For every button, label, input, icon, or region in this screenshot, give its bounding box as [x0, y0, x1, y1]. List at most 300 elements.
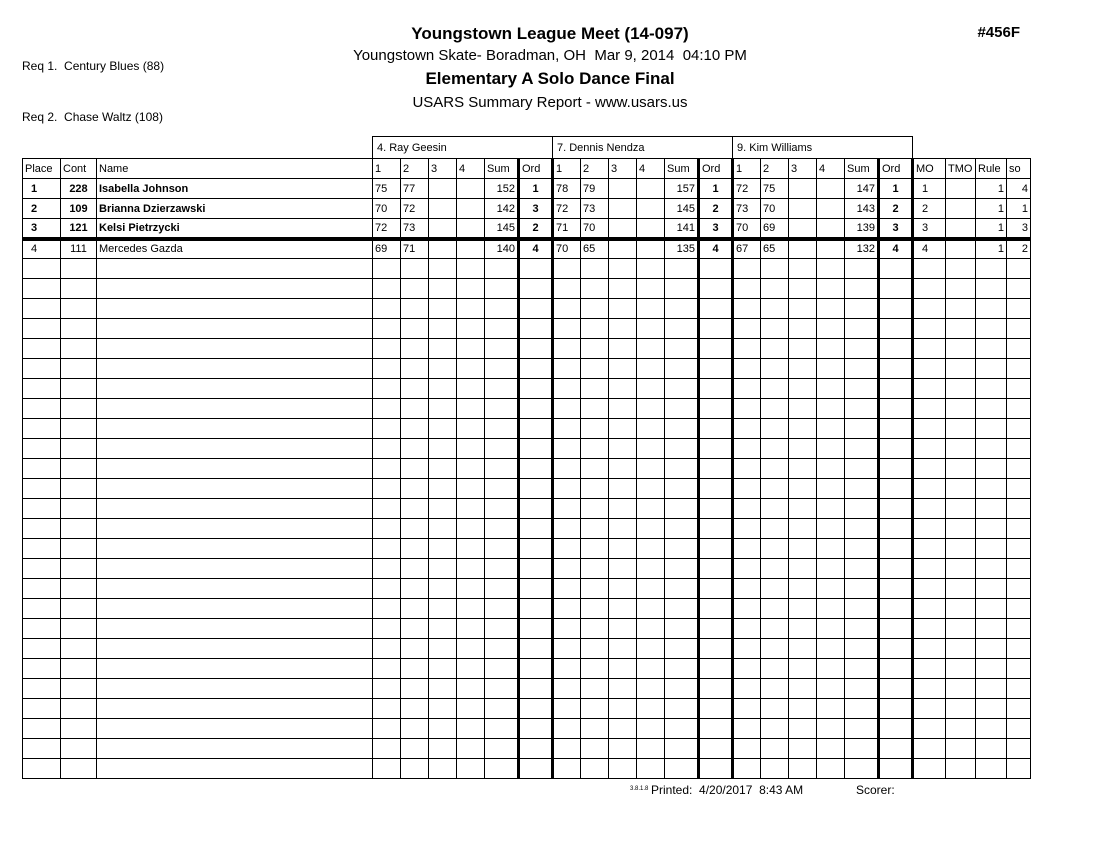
- empty-cell: [457, 639, 485, 659]
- judge1-score3-cell: [429, 199, 457, 219]
- empty-cell: [817, 739, 845, 759]
- empty-row: [23, 459, 1031, 479]
- empty-cell: [761, 399, 789, 419]
- empty-cell: [761, 479, 789, 499]
- empty-cell: [913, 699, 946, 719]
- empty-cell: [429, 419, 457, 439]
- empty-cell: [97, 359, 373, 379]
- empty-cell: [879, 459, 913, 479]
- empty-cell: [845, 679, 879, 699]
- empty-cell: [761, 679, 789, 699]
- empty-cell: [761, 599, 789, 619]
- empty-cell: [23, 759, 61, 779]
- judge3-sum-cell: 147: [845, 179, 879, 199]
- empty-cell: [401, 559, 429, 579]
- empty-cell: [946, 479, 976, 499]
- judge1-score2-cell: 71: [401, 239, 429, 259]
- empty-row: [23, 539, 1031, 559]
- so-cell: 2: [1007, 239, 1031, 259]
- empty-cell: [61, 399, 97, 419]
- empty-cell: [401, 499, 429, 519]
- empty-cell: [879, 319, 913, 339]
- judge2-sum-cell: 145: [665, 199, 699, 219]
- judge1-score2-cell: 73: [401, 219, 429, 239]
- empty-cell: [913, 279, 946, 299]
- judge3-score4-cell: [817, 199, 845, 219]
- empty-cell: [457, 659, 485, 679]
- empty-cell: [879, 259, 913, 279]
- empty-cell: [1007, 339, 1031, 359]
- empty-cell: [946, 499, 976, 519]
- empty-cell: [429, 479, 457, 499]
- empty-cell: [665, 479, 699, 499]
- empty-cell: [845, 759, 879, 779]
- col-header-rule: Rule: [976, 159, 1007, 179]
- req-2-label: Req 2. Chase Waltz (108): [22, 110, 163, 124]
- empty-cell: [609, 579, 637, 599]
- empty-cell: [946, 539, 976, 559]
- empty-cell: [845, 559, 879, 579]
- judge3-ordinal-cell: 3: [879, 219, 913, 239]
- empty-cell: [976, 679, 1007, 699]
- empty-cell: [519, 699, 553, 719]
- empty-cell: [457, 739, 485, 759]
- empty-cell: [457, 539, 485, 559]
- empty-cell: [519, 679, 553, 699]
- empty-cell: [913, 719, 946, 739]
- empty-cell: [97, 599, 373, 619]
- empty-cell: [637, 299, 665, 319]
- empty-cell: [61, 279, 97, 299]
- empty-cell: [401, 379, 429, 399]
- empty-cell: [609, 339, 637, 359]
- empty-cell: [373, 579, 401, 599]
- empty-cell: [913, 379, 946, 399]
- empty-cell: [699, 379, 733, 399]
- empty-cell: [61, 359, 97, 379]
- empty-cell: [519, 579, 553, 599]
- empty-cell: [665, 679, 699, 699]
- empty-cell: [429, 459, 457, 479]
- empty-cell: [761, 699, 789, 719]
- empty-cell: [845, 399, 879, 419]
- empty-cell: [789, 539, 817, 559]
- place-cell: 2: [23, 199, 61, 219]
- empty-cell: [733, 619, 761, 639]
- empty-cell: [373, 379, 401, 399]
- empty-cell: [373, 479, 401, 499]
- empty-cell: [553, 299, 581, 319]
- col-header-judge2-sum: Sum: [665, 159, 699, 179]
- empty-cell: [665, 619, 699, 639]
- empty-cell: [519, 659, 553, 679]
- rule-cell: 1: [976, 179, 1007, 199]
- empty-cell: [789, 519, 817, 539]
- empty-cell: [817, 359, 845, 379]
- empty-cell: [817, 559, 845, 579]
- empty-cell: [637, 559, 665, 579]
- empty-cell: [1007, 459, 1031, 479]
- empty-cell: [23, 619, 61, 639]
- empty-cell: [457, 419, 485, 439]
- contestant-number-cell: 228: [61, 179, 97, 199]
- judge1-score1-cell: 72: [373, 219, 401, 239]
- empty-cell: [23, 679, 61, 699]
- empty-cell: [401, 619, 429, 639]
- so-cell: 1: [1007, 199, 1031, 219]
- col-header-judge3-3: 3: [789, 159, 817, 179]
- empty-cell: [553, 379, 581, 399]
- empty-cell: [97, 379, 373, 399]
- skater-name-cell: Brianna Dzierzawski: [97, 199, 373, 219]
- judge2-score1-cell: 70: [553, 239, 581, 259]
- empty-cell: [61, 259, 97, 279]
- empty-cell: [665, 639, 699, 659]
- empty-row: [23, 679, 1031, 699]
- empty-cell: [699, 279, 733, 299]
- empty-cell: [373, 719, 401, 739]
- tmo-cell: [946, 219, 976, 239]
- empty-cell: [1007, 659, 1031, 679]
- empty-cell: [817, 299, 845, 319]
- empty-cell: [401, 279, 429, 299]
- empty-cell: [789, 459, 817, 479]
- empty-cell: [485, 659, 519, 679]
- empty-cell: [429, 739, 457, 759]
- empty-cell: [429, 599, 457, 619]
- empty-cell: [23, 459, 61, 479]
- empty-cell: [699, 679, 733, 699]
- empty-cell: [485, 739, 519, 759]
- col-header-judge2-2: 2: [581, 159, 609, 179]
- empty-cell: [761, 259, 789, 279]
- empty-cell: [976, 579, 1007, 599]
- empty-cell: [485, 699, 519, 719]
- empty-cell: [553, 259, 581, 279]
- empty-cell: [429, 679, 457, 699]
- empty-cell: [519, 479, 553, 499]
- empty-cell: [23, 499, 61, 519]
- empty-cell: [1007, 479, 1031, 499]
- empty-cell: [519, 719, 553, 739]
- empty-cell: [23, 399, 61, 419]
- mo-cell: 1: [913, 179, 946, 199]
- empty-cell: [23, 339, 61, 359]
- empty-cell: [519, 519, 553, 539]
- empty-cell: [609, 359, 637, 379]
- empty-cell: [946, 519, 976, 539]
- empty-cell: [97, 419, 373, 439]
- empty-cell: [401, 739, 429, 759]
- empty-cell: [817, 419, 845, 439]
- empty-cell: [609, 759, 637, 779]
- empty-cell: [913, 459, 946, 479]
- judge1-score2-cell: 72: [401, 199, 429, 219]
- empty-cell: [373, 259, 401, 279]
- judge2-score3-cell: [609, 219, 637, 239]
- empty-cell: [699, 719, 733, 739]
- empty-cell: [519, 359, 553, 379]
- empty-cell: [519, 619, 553, 639]
- empty-cell: [733, 319, 761, 339]
- empty-cell: [789, 699, 817, 719]
- empty-cell: [733, 739, 761, 759]
- empty-cell: [553, 419, 581, 439]
- empty-cell: [789, 359, 817, 379]
- empty-cell: [401, 319, 429, 339]
- empty-cell: [733, 339, 761, 359]
- empty-cell: [97, 759, 373, 779]
- judge1-score4-cell: [457, 199, 485, 219]
- empty-cell: [553, 399, 581, 419]
- empty-cell: [609, 299, 637, 319]
- empty-cell: [609, 399, 637, 419]
- empty-cell: [733, 259, 761, 279]
- empty-cell: [817, 679, 845, 699]
- empty-cell: [976, 319, 1007, 339]
- empty-cell: [581, 579, 609, 599]
- empty-cell: [553, 479, 581, 499]
- judge2-score3-cell: [609, 179, 637, 199]
- empty-cell: [401, 479, 429, 499]
- empty-cell: [637, 459, 665, 479]
- empty-cell: [879, 699, 913, 719]
- empty-cell: [845, 659, 879, 679]
- judge3-score3-cell: [789, 179, 817, 199]
- empty-cell: [976, 419, 1007, 439]
- empty-cell: [97, 299, 373, 319]
- empty-cell: [581, 759, 609, 779]
- empty-cell: [637, 339, 665, 359]
- empty-cell: [519, 339, 553, 359]
- judge1-score1-cell: 70: [373, 199, 401, 219]
- result-row-place-2: [23, 199, 1031, 219]
- empty-cell: [1007, 279, 1031, 299]
- empty-cell: [485, 279, 519, 299]
- empty-cell: [637, 539, 665, 559]
- empty-cell: [581, 439, 609, 459]
- judge3-score2-cell: 70: [761, 199, 789, 219]
- judge3-score3-cell: [789, 219, 817, 239]
- empty-cell: [637, 759, 665, 779]
- empty-cell: [401, 359, 429, 379]
- empty-cell: [457, 399, 485, 419]
- empty-cell: [609, 419, 637, 439]
- empty-cell: [817, 639, 845, 659]
- col-header-judge3-1: 1: [733, 159, 761, 179]
- col-header-judge2-4: 4: [637, 159, 665, 179]
- col-header-place: Place: [23, 159, 61, 179]
- empty-cell: [429, 439, 457, 459]
- empty-cell: [976, 699, 1007, 719]
- col-header-tmo: TMO: [946, 159, 976, 179]
- empty-cell: [789, 679, 817, 699]
- empty-row: [23, 419, 1031, 439]
- empty-cell: [913, 359, 946, 379]
- empty-cell: [817, 399, 845, 419]
- judge-header-row: [23, 137, 1031, 159]
- empty-cell: [581, 479, 609, 499]
- empty-cell: [519, 439, 553, 459]
- empty-cell: [457, 699, 485, 719]
- empty-cell: [609, 479, 637, 499]
- empty-row: [23, 599, 1031, 619]
- judge2-score3-cell: [609, 239, 637, 259]
- empty-cell: [946, 399, 976, 419]
- empty-cell: [665, 279, 699, 299]
- empty-row: [23, 279, 1031, 299]
- contestant-number-cell: 109: [61, 199, 97, 219]
- empty-cell: [761, 359, 789, 379]
- empty-cell: [1007, 599, 1031, 619]
- empty-cell: [23, 279, 61, 299]
- empty-cell: [1007, 699, 1031, 719]
- report-type-line: USARS Summary Report - www.usars.us: [412, 94, 688, 111]
- empty-cell: [946, 599, 976, 619]
- empty-cell: [879, 599, 913, 619]
- empty-cell: [457, 339, 485, 359]
- empty-row: [23, 719, 1031, 739]
- empty-cell: [519, 499, 553, 519]
- empty-cell: [976, 619, 1007, 639]
- empty-cell: [485, 639, 519, 659]
- empty-cell: [373, 619, 401, 639]
- empty-cell: [61, 719, 97, 739]
- empty-cell: [457, 479, 485, 499]
- empty-cell: [581, 319, 609, 339]
- empty-cell: [913, 339, 946, 359]
- col-header-judge1-1: 1: [373, 159, 401, 179]
- empty-cell: [845, 379, 879, 399]
- place-cell: 3: [23, 219, 61, 239]
- empty-cell: [761, 619, 789, 639]
- judge1-sum-cell: 140: [485, 239, 519, 259]
- empty-cell: [946, 339, 976, 359]
- empty-cell: [519, 739, 553, 759]
- empty-cell: [553, 579, 581, 599]
- empty-cell: [946, 659, 976, 679]
- empty-row: [23, 619, 1031, 639]
- col-header-judge3-ord: Ord: [879, 159, 913, 179]
- empty-cell: [519, 459, 553, 479]
- empty-cell: [946, 299, 976, 319]
- empty-cell: [817, 539, 845, 559]
- empty-cell: [817, 379, 845, 399]
- empty-cell: [789, 259, 817, 279]
- empty-cell: [699, 539, 733, 559]
- empty-cell: [23, 639, 61, 659]
- empty-cell: [401, 639, 429, 659]
- empty-cell: [665, 559, 699, 579]
- empty-cell: [845, 499, 879, 519]
- empty-cell: [699, 619, 733, 639]
- empty-cell: [733, 639, 761, 659]
- empty-cell: [946, 259, 976, 279]
- col-header-judge2-ord: Ord: [699, 159, 733, 179]
- skater-name-cell: Kelsi Pietrzycki: [97, 219, 373, 239]
- empty-cell: [789, 299, 817, 319]
- empty-cell: [913, 659, 946, 679]
- empty-cell: [23, 479, 61, 499]
- empty-cell: [581, 259, 609, 279]
- venue-date-line: Youngstown Skate- Boradman, OH Mar 9, 2014 04:10 PM: [353, 47, 747, 64]
- empty-cell: [761, 459, 789, 479]
- judge2-score4-cell: [637, 239, 665, 259]
- empty-cell: [845, 699, 879, 719]
- empty-cell: [637, 379, 665, 399]
- empty-cell: [609, 539, 637, 559]
- empty-cell: [429, 319, 457, 339]
- empty-cell: [761, 439, 789, 459]
- judge3-ordinal-cell: 2: [879, 199, 913, 219]
- empty-cell: [699, 739, 733, 759]
- empty-cell: [817, 579, 845, 599]
- empty-cell: [581, 599, 609, 619]
- empty-cell: [23, 519, 61, 539]
- empty-cell: [373, 339, 401, 359]
- empty-cell: [401, 419, 429, 439]
- empty-cell: [789, 739, 817, 759]
- empty-cell: [61, 579, 97, 599]
- judge1-score3-cell: [429, 239, 457, 259]
- empty-cell: [946, 579, 976, 599]
- empty-cell: [665, 719, 699, 739]
- empty-cell: [879, 399, 913, 419]
- judge2-sum-cell: 141: [665, 219, 699, 239]
- empty-cell: [665, 459, 699, 479]
- empty-cell: [761, 539, 789, 559]
- empty-cell: [845, 419, 879, 439]
- col-header-judge1-ord: Ord: [519, 159, 553, 179]
- empty-cell: [457, 559, 485, 579]
- empty-cell: [23, 259, 61, 279]
- empty-cell: [581, 419, 609, 439]
- empty-cell: [637, 599, 665, 619]
- empty-row: [23, 479, 1031, 499]
- empty-cell: [457, 379, 485, 399]
- empty-cell: [946, 319, 976, 339]
- empty-cell: [913, 439, 946, 459]
- empty-cell: [699, 359, 733, 379]
- empty-cell: [976, 339, 1007, 359]
- empty-cell: [699, 479, 733, 499]
- col-header-name: Name: [97, 159, 373, 179]
- empty-cell: [637, 499, 665, 519]
- empty-cell: [97, 659, 373, 679]
- empty-cell: [879, 759, 913, 779]
- empty-cell: [401, 599, 429, 619]
- empty-row: [23, 699, 1031, 719]
- empty-cell: [609, 559, 637, 579]
- empty-cell: [913, 599, 946, 619]
- empty-cell: [879, 539, 913, 559]
- empty-cell: [699, 519, 733, 539]
- empty-cell: [97, 459, 373, 479]
- empty-cell: [665, 339, 699, 359]
- empty-cell: [581, 639, 609, 659]
- empty-cell: [845, 259, 879, 279]
- judge1-sum-cell: 142: [485, 199, 519, 219]
- empty-row: [23, 759, 1031, 779]
- col-header-cont: Cont: [61, 159, 97, 179]
- empty-row: [23, 739, 1031, 759]
- event-number: #456F: [977, 24, 1020, 41]
- empty-cell: [23, 319, 61, 339]
- empty-cell: [761, 339, 789, 359]
- empty-cell: [23, 299, 61, 319]
- empty-cell: [553, 279, 581, 299]
- empty-cell: [61, 479, 97, 499]
